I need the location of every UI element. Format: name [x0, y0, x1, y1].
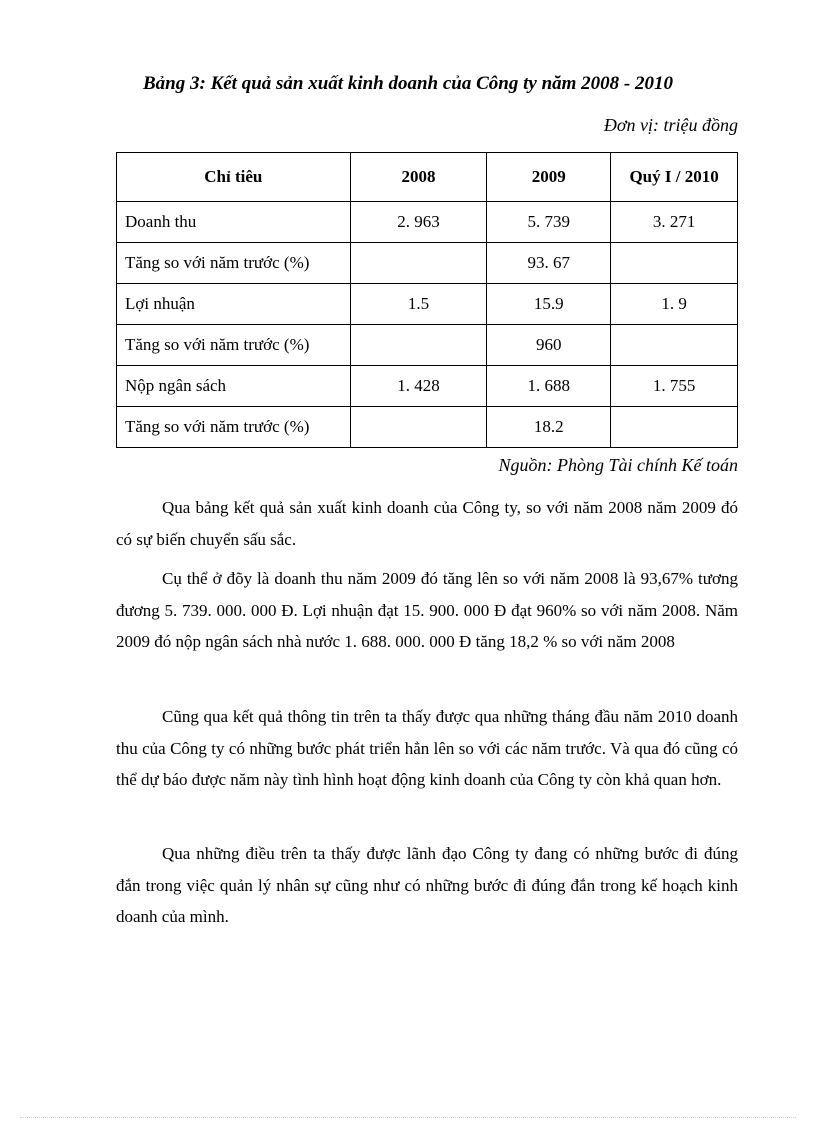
paragraph-1: Qua bảng kết quả sản xuất kinh doanh của Công ty, so với năm 2008 năm 2009 đó có sự biến chuyển sấu sắc. [116, 498, 738, 549]
row-label: Nộp ngân sách [117, 366, 351, 407]
row-label: Doanh thu [117, 202, 351, 243]
table-header-row [117, 153, 738, 202]
table-row [117, 284, 738, 325]
paragraph-3: Cũng qua kết quả thông tin trên ta thấy được qua những tháng đầu năm 2010 doanh thu của Công ty có những bước phát triển hẳn lên so với các năm trước. Và qua đó cũng có thể dự báo được năm này tình hình hoạt động kinh doanh của Công ty còn khả quan hơn. [116, 707, 738, 789]
header-indicator: Chỉ tiêu [117, 153, 351, 202]
cell-2009: 1. 688 [487, 366, 611, 407]
cell-2008: 2. 963 [350, 202, 487, 243]
cell-q1-2010: 1. 755 [611, 366, 738, 407]
cell-2009: 18.2 [487, 407, 611, 448]
paragraph-2: Cụ thể ở đõy là doanh thu năm 2009 đó tăng lên so với năm 2008 là 93,67% tương đương 5. 739. 000. 000 Đ. Lợi nhuận đạt 15. 900. 000 Đ đạt 960% so với năm 2008. Năm 2009 đó nộp ngân sách nhà nước 1. 688. 000. 000 Đ tăng 18,2 % so với năm 2008 [116, 569, 738, 651]
cell-2009: 960 [487, 325, 611, 366]
cell-2008: 1. 428 [350, 366, 487, 407]
cell-q1-2010: 3. 271 [611, 202, 738, 243]
cell-q1-2010: 1. 9 [611, 284, 738, 325]
paragraph-4: Qua những điều trên ta thấy được lãnh đạo Công ty đang có những bước đi đúng đắn trong việc quản lý nhân sự cũng như có những bước đi đúng đắn trong kế hoạch kinh doanh của mình. [116, 844, 738, 926]
header-q1-2010: Quý I / 2010 [611, 153, 738, 202]
cell-q1-2010 [611, 325, 738, 366]
cell-q1-2010 [611, 407, 738, 448]
row-label: Lợi nhuận [117, 284, 351, 325]
table-title: Bảng 3: Kết quả sản xuất kinh doanh của Công ty năm 2008 - 2010 [143, 73, 673, 94]
results-table [116, 152, 738, 448]
row-label: Tăng so với năm trước (%) [117, 325, 351, 366]
page-bottom-divider [20, 1117, 796, 1118]
row-label: Tăng so với năm trước (%) [117, 243, 351, 284]
table-row [117, 243, 738, 284]
cell-2009: 5. 739 [487, 202, 611, 243]
cell-2008: 1.5 [350, 284, 487, 325]
cell-2008 [350, 243, 487, 284]
source-note: Nguồn: Phòng Tài chính Kế toán [498, 455, 738, 475]
table-row [117, 407, 738, 448]
cell-2008 [350, 407, 487, 448]
table-row [117, 366, 738, 407]
header-2008: 2008 [350, 153, 487, 202]
table-row [117, 202, 738, 243]
unit-note: Đơn vị: triệu đồng [603, 115, 738, 135]
cell-q1-2010 [611, 243, 738, 284]
table-row [117, 325, 738, 366]
row-label: Tăng so với năm trước (%) [117, 407, 351, 448]
cell-2009: 93. 67 [487, 243, 611, 284]
cell-2008 [350, 325, 487, 366]
header-2009: 2009 [487, 153, 611, 202]
cell-2009: 15.9 [487, 284, 611, 325]
